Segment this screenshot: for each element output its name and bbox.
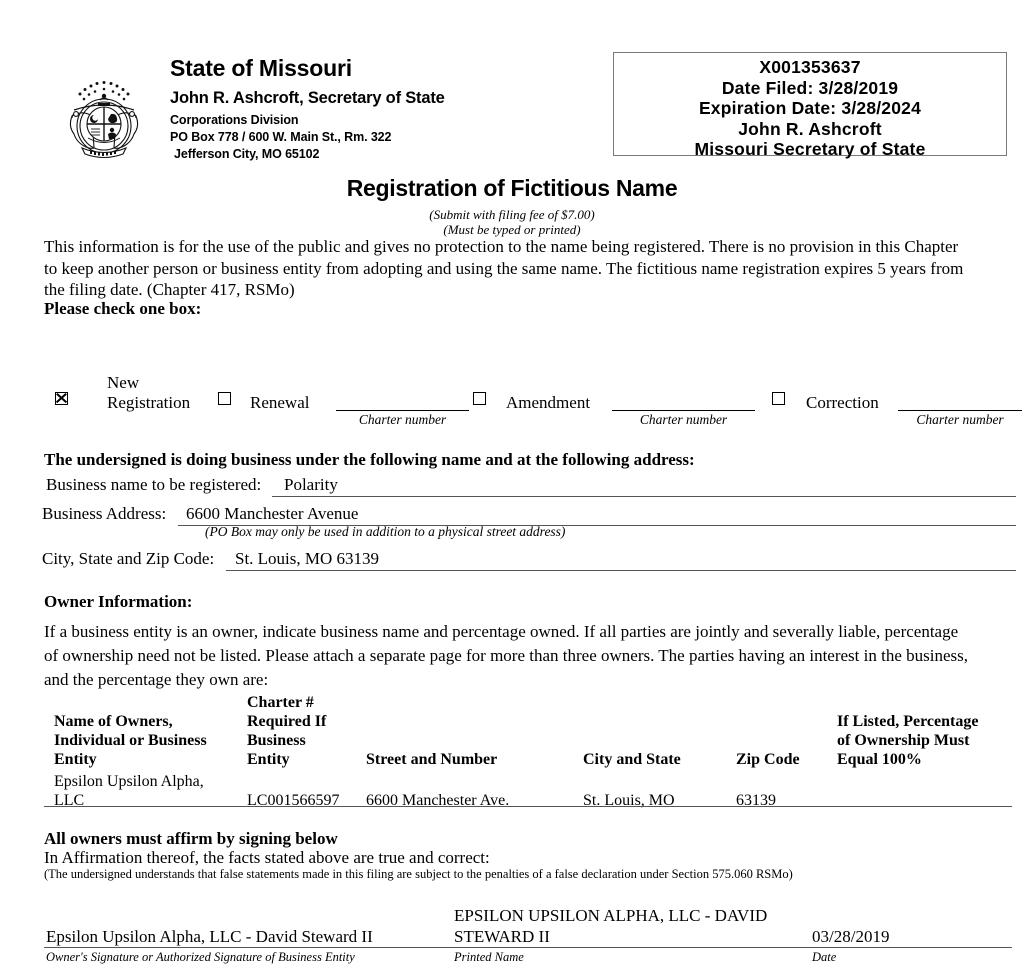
column-header-charter-line2: Required If bbox=[247, 713, 327, 730]
printed-name-line1: EPSILON UPSILON ALPHA, LLC - DAVID bbox=[454, 906, 768, 925]
owner-information-heading: Owner Information: bbox=[44, 592, 193, 611]
table-row-name-line1: Epsilon Upsilon Alpha, bbox=[54, 773, 204, 790]
label-business-address: Business Address: bbox=[42, 504, 167, 523]
missouri-state-seal-icon bbox=[58, 72, 150, 164]
checkbox-renewal[interactable] bbox=[218, 392, 231, 405]
column-header-percentage-line3: Equal 100% bbox=[837, 751, 922, 768]
label-amendment: Amendment bbox=[506, 393, 591, 412]
agency-heading bbox=[170, 55, 445, 163]
filing-type-row bbox=[0, 370, 1024, 430]
column-header-percentage-line1: If Listed, Percentage bbox=[837, 713, 979, 730]
affirmation-fine-print: (The undersigned understands that false statements made in this filing are subject to the penalties of a false declaration under Section 575.060 RSMo) bbox=[44, 867, 793, 881]
value-business-address[interactable]: 6600 Manchester Avenue bbox=[186, 504, 359, 523]
label-new-registration-line2: Registration bbox=[107, 393, 191, 412]
stamp-date-filed: Date Filed: 3/28/2019 bbox=[721, 77, 899, 98]
stamp-expiration-date: Expiration Date: 3/28/2024 bbox=[698, 98, 922, 118]
column-header-name-line2: Individual or Business bbox=[54, 732, 207, 749]
signature-date-value: 03/28/2019 bbox=[812, 927, 890, 946]
charter-number-caption-amendment: Charter number bbox=[639, 412, 728, 427]
agency-name: State of Missouri bbox=[170, 55, 352, 81]
table-row-charter: LC001566597 bbox=[247, 792, 340, 809]
printed-name-caption: Printed Name bbox=[454, 950, 524, 964]
printed-name-line2: STEWARD II bbox=[454, 927, 550, 946]
label-renewal: Renewal bbox=[250, 393, 310, 412]
column-header-name-line1: Name of Owners, bbox=[54, 713, 173, 730]
affirmation-statement: In Affirmation thereof, the facts stated above are true and correct: bbox=[44, 848, 490, 867]
table-row-name-line2: LLC bbox=[54, 792, 85, 809]
affirmation-heading: All owners must affirm by signing below bbox=[44, 829, 338, 848]
pobox-note: (PO Box may only be used in addition to a physical street address) bbox=[205, 524, 566, 539]
stamp-document-number: X001353637 bbox=[759, 57, 861, 77]
value-city-state-zip[interactable]: St. Louis, MO 63139 bbox=[235, 549, 380, 568]
division-name: Corporations Division bbox=[170, 113, 299, 127]
charter-number-input-correction[interactable] bbox=[898, 410, 1022, 411]
column-header-street: Street and Number bbox=[366, 751, 498, 768]
charter-number-caption-renewal: Charter number bbox=[358, 412, 447, 427]
signature-caption: Owner's Signature or Authorized Signature of Business Entity bbox=[46, 950, 355, 964]
signature-value[interactable]: Epsilon Upsilon Alpha, LLC - David Steward II bbox=[46, 927, 373, 946]
table-row-city-state: St. Louis, MO bbox=[583, 792, 675, 809]
label-new-registration-line1: New bbox=[107, 373, 140, 392]
date-caption: Date bbox=[812, 950, 837, 964]
column-header-charter-line1: Charter # bbox=[247, 694, 314, 711]
charter-number-caption-correction: Charter number bbox=[916, 412, 1004, 427]
column-header-city-state: City and State bbox=[583, 751, 681, 768]
column-header-charter-line4: Entity bbox=[247, 751, 290, 768]
value-business-name[interactable]: Polarity bbox=[284, 475, 338, 494]
page-title: Registration of Fictitious Name bbox=[346, 175, 678, 201]
label-correction: Correction bbox=[806, 393, 879, 412]
agency-address: PO Box 778 / 600 W. Main St., Rm. 322 bbox=[170, 130, 392, 144]
checkbox-correction[interactable] bbox=[772, 392, 785, 405]
owner-information-paragraph: If a business entity is an owner, indicate business name and percentage owned. If all parties are jointly and severally liable, percentage of ownership need not be listed. Please attach a separate page for more than three owners. The parties having an interest in the business, and the percentage they own are: bbox=[44, 622, 968, 689]
undersigned-heading: The undersigned is doing business under the following name and at the following address: bbox=[44, 450, 695, 469]
agency-city-state-zip: Jefferson City, MO 65102 bbox=[174, 147, 320, 161]
charter-number-input-amendment[interactable] bbox=[612, 410, 755, 411]
owners-table-bottom-rule bbox=[44, 806, 1012, 807]
column-header-zip: Zip Code bbox=[736, 751, 800, 768]
column-header-percentage-line2: of Ownership Must bbox=[837, 732, 970, 749]
column-header-name-line3: Entity bbox=[54, 751, 97, 768]
format-note: (Must be typed or printed) bbox=[443, 222, 581, 237]
checkbox-amendment[interactable] bbox=[473, 392, 486, 405]
filing-stamp-box bbox=[613, 52, 1007, 159]
table-row-zip: 63139 bbox=[736, 792, 776, 809]
secretary-of-state-name: John R. Ashcroft, Secretary of State bbox=[170, 89, 445, 107]
label-business-name: Business name to be registered: bbox=[46, 475, 262, 494]
table-row-street: 6600 Manchester Ave. bbox=[366, 792, 510, 809]
underline-city-state-zip bbox=[226, 570, 1016, 571]
stamp-official-title: Missouri Secretary of State bbox=[694, 139, 926, 159]
underline-business-name bbox=[272, 496, 1016, 497]
checkbox-new-registration[interactable] bbox=[55, 392, 68, 405]
check-one-box-instruction: Please check one box: bbox=[44, 299, 202, 318]
document-header bbox=[0, 22, 1024, 162]
intro-paragraph: This information is for the use of the public and gives no protection to the name being registered. There is no provision in this Chapter to keep another person or business entity from adopting and using the same name. The fictitious name registration expires 5 years from the filing date. (Chapter 417, RSMo) bbox=[44, 237, 964, 299]
charter-number-input-renewal[interactable] bbox=[336, 410, 469, 411]
column-header-charter-line3: Business bbox=[247, 732, 306, 749]
label-city-state-zip: City, State and Zip Code: bbox=[42, 549, 215, 568]
stamp-official-name: John R. Ashcroft bbox=[738, 118, 882, 139]
filing-fee-note: (Submit with filing fee of $7.00) bbox=[429, 207, 595, 222]
signature-rule bbox=[44, 947, 1012, 948]
